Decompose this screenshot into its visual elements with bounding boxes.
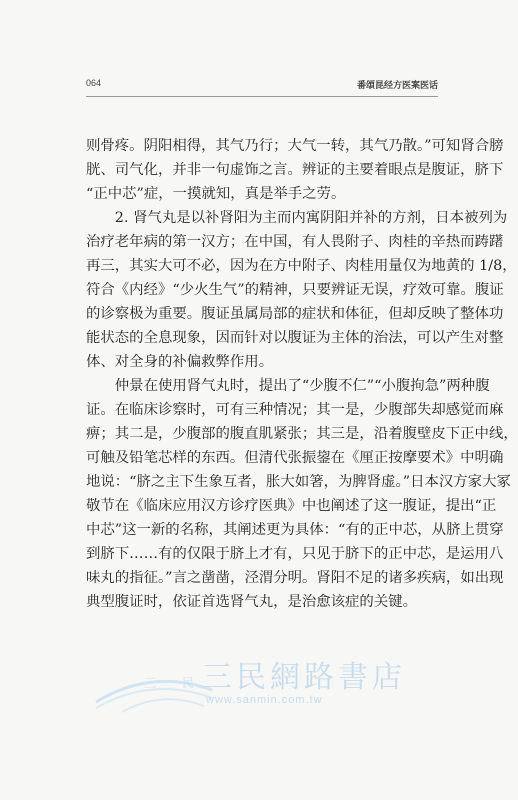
page-header — [86, 78, 438, 92]
running-title: 番頌昆经方医案医话 — [356, 81, 438, 91]
text-line: 再三，其实大可不必，因为在方中附子、肉桂用量仅为地黄的 1/8， — [86, 258, 517, 274]
text-line: 地说：“脐之主下生象互者，胀大如箸，为脾肾虚。”日本汉方家大冢 — [86, 474, 511, 490]
watermark-char: 民 — [182, 676, 195, 690]
watermark-char: 三 — [144, 676, 157, 690]
text-line: 典型腹证时，依证首选肾气丸，是治愈该症的关键。 — [86, 594, 417, 610]
text-line: 治疗老年病的第一汉方；在中国，有人畏附子、肉桂的辛热而踌躇 — [86, 234, 504, 250]
text-line: 体、对全身的补偏救弊作用。 — [86, 354, 274, 370]
text-line: 到脐下……有的仅限于脐上才有，只见于脐下的正中芯，是运用八 — [86, 546, 504, 562]
text-line: 敬节在《临床应用汉方诊疗医典》中也阐述了这一腹证，提出“正 — [86, 498, 497, 514]
watermark — [92, 650, 422, 720]
text-line: 仲景在使用肾气丸时，提出了“少腹不仁”“小腹拘急”两种腹 — [86, 378, 490, 394]
page-number: 064 — [86, 78, 102, 88]
text-line: 能状态的全息现象，因而针对以腹证为主体的治法，可以产生对整 — [86, 330, 504, 346]
text-line: 证。在临床诊察时，可有三种情况；其一是，少腹部失却感觉而麻 — [86, 402, 504, 418]
text-line: 胱、司气化，并非一句虚饰之言。辨证的主要着眼点是腹证，脐下 — [86, 162, 504, 178]
text-line: 符合《内经》“少火生气”的精神，只要辨证无误，疗效可靠。腹证 — [86, 282, 504, 298]
text-line: 可触及铅笔芯样的东西。但清代张振鋆在《厘正按摩要术》中明确 — [86, 450, 504, 466]
text-line: 2. 肾气丸是以补肾阳为主而内寓阴阳并补的方剂，日本被列为 — [86, 210, 508, 226]
text-line: 味丸的指征。”言之凿凿，泾渭分明。肾阳不足的诸多疾病，如出现 — [86, 570, 504, 586]
watermark-site-name: 三民網路書店 — [202, 660, 406, 695]
body-text — [86, 134, 518, 614]
text-line: “正中芯”症，一摸就知，真是举手之劳。 — [86, 186, 346, 202]
watermark-url: www.sanmin.com.tw — [206, 694, 323, 706]
text-line: 中芯”这一新的名称，其阐述更为具体：“有的正中芯，从脐上贯穿 — [86, 522, 504, 538]
text-line: 痹；其二是，少腹部的腹直肌紧张；其三是，沿着腹壁皮下正中线， — [86, 426, 518, 442]
text-line: 则骨疼。阴阳相得，其气乃行；大气一转，其气乃散。”可知肾合膀 — [86, 138, 504, 154]
header-rule — [86, 96, 438, 97]
text-line: 的诊察极为重要。腹证虽属局部的症状和体征，但却反映了整体功 — [86, 306, 504, 322]
